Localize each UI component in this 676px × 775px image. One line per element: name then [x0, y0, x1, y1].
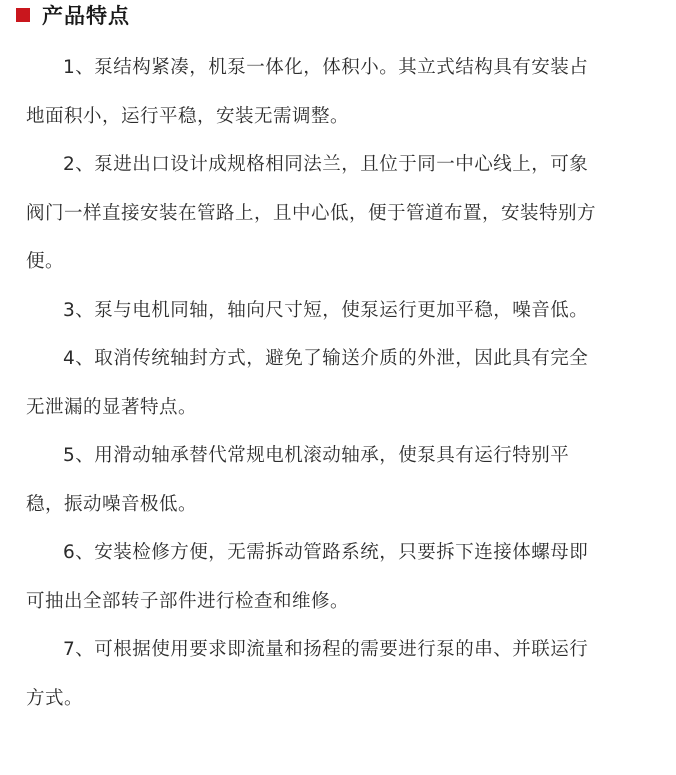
feature-item-5: 5、用滑动轴承替代常规电机滚动轴承，使泵具有运行特别平稳，振动噪音极低。 [26, 445, 570, 515]
feature-item-3: 3、泵与电机同轴，轴向尺寸短，使泵运行更加平稳，噪音低。 [63, 299, 589, 321]
section-header [16, 2, 130, 28]
feature-item-6: 6、安装检修方便，无需拆动管路系统，只要拆下连接体螺母即可抽出全部转子部件进行检查和维修。 [26, 542, 589, 612]
feature-item-1: 1、泵结构紧凑，机泵一体化，体积小。其立式结构具有安装占地面积小，运行平稳，安装无需调整。 [26, 57, 589, 127]
feature-item-2: 2、泵进出口设计成规格相同法兰，且位于同一中心线上，可象阀门一样直接安装在管路上，且中心低，便于管道布置，安装特别方便。 [26, 154, 597, 272]
feature-item-4: 4、取消传统轴封方式，避免了输送介质的外泄，因此具有完全无泄漏的显著特点。 [26, 348, 589, 418]
feature-item-7: 7、可根据使用要求即流量和扬程的需要进行泵的串、并联运行方式。 [26, 639, 589, 709]
red-square-icon [16, 8, 30, 22]
feature-list [26, 44, 598, 723]
section-title: 产品特点 [42, 4, 130, 28]
